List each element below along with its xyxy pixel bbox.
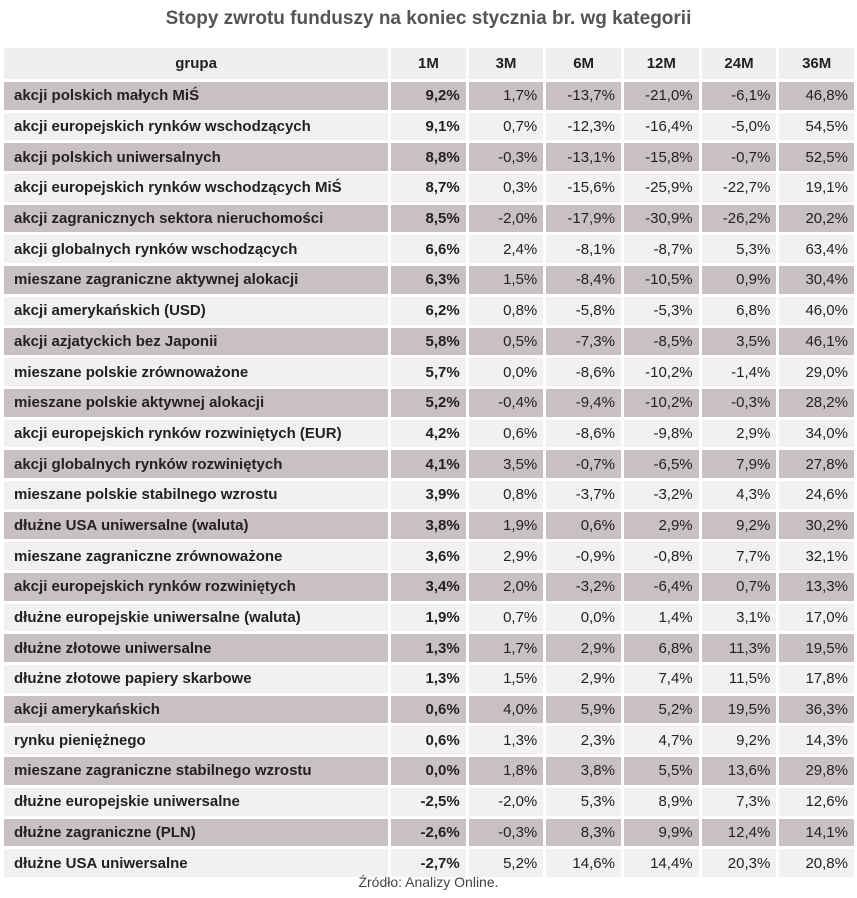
table-row (4, 82, 854, 110)
return-cell-24m: 4,3% (702, 481, 777, 509)
return-cell-1m: 4,2% (391, 420, 466, 448)
return-cell-1m: 0,6% (391, 696, 466, 724)
return-cell-3m: 2,0% (469, 573, 544, 601)
table-row (4, 389, 854, 417)
return-cell-24m: 7,7% (702, 542, 777, 570)
return-cell-36m: 17,0% (779, 604, 854, 632)
return-cell-6m: 5,3% (546, 788, 621, 816)
return-cell-1m: 8,5% (391, 205, 466, 233)
return-cell-1m: 3,9% (391, 481, 466, 509)
return-cell-36m: 52,5% (779, 143, 854, 171)
return-cell-24m: -5,0% (702, 113, 777, 141)
return-cell-1m: 5,7% (391, 358, 466, 386)
return-cell-36m: 19,5% (779, 634, 854, 662)
return-cell-12m: -16,4% (624, 113, 699, 141)
return-cell-12m: -6,5% (624, 450, 699, 478)
table-row (4, 481, 854, 509)
return-cell-24m: -1,4% (702, 358, 777, 386)
return-cell-3m: 2,4% (469, 235, 544, 263)
return-cell-3m: 0,5% (469, 328, 544, 356)
table-body (4, 82, 854, 877)
return-cell-6m: -0,9% (546, 542, 621, 570)
return-cell-3m: 3,5% (469, 450, 544, 478)
table-row (4, 113, 854, 141)
return-cell-12m: -10,2% (624, 358, 699, 386)
category-name-cell: dłużne USA uniwersalne (waluta) (4, 512, 388, 540)
return-cell-3m: 1,7% (469, 634, 544, 662)
return-cell-3m: 0,7% (469, 113, 544, 141)
return-cell-6m: 0,0% (546, 604, 621, 632)
category-name-cell: mieszane polskie aktywnej alokacji (4, 389, 388, 417)
return-cell-12m: 5,2% (624, 696, 699, 724)
return-cell-36m: 36,3% (779, 696, 854, 724)
return-cell-1m: 9,2% (391, 82, 466, 110)
return-cell-6m: -8,6% (546, 358, 621, 386)
return-cell-24m: 12,4% (702, 819, 777, 847)
return-cell-24m: 11,5% (702, 665, 777, 693)
table-row (4, 143, 854, 171)
return-cell-1m: 3,8% (391, 512, 466, 540)
return-cell-6m: 3,8% (546, 757, 621, 785)
return-cell-24m: 19,5% (702, 696, 777, 724)
return-cell-6m: -0,7% (546, 450, 621, 478)
return-cell-36m: 30,4% (779, 266, 854, 294)
return-cell-24m: 3,5% (702, 328, 777, 356)
return-cell-36m: 20,2% (779, 205, 854, 233)
category-name-cell: akcji amerykańskich (USD) (4, 297, 388, 325)
return-cell-1m: 0,6% (391, 726, 466, 754)
return-cell-12m: 7,4% (624, 665, 699, 693)
category-name-cell: akcji europejskich rynków rozwiniętych (EUR) (4, 420, 388, 448)
table-row (4, 205, 854, 233)
return-cell-6m: -8,6% (546, 420, 621, 448)
return-cell-12m: -0,8% (624, 542, 699, 570)
return-cell-24m: 20,3% (702, 849, 777, 877)
category-name-cell: akcji polskich uniwersalnych (4, 143, 388, 171)
return-cell-12m: 2,9% (624, 512, 699, 540)
table-row (4, 420, 854, 448)
return-cell-24m: -26,2% (702, 205, 777, 233)
return-cell-24m: 6,8% (702, 297, 777, 325)
return-cell-3m: 1,3% (469, 726, 544, 754)
table-row (4, 757, 854, 785)
table-row (4, 819, 854, 847)
return-cell-3m: -0,3% (469, 819, 544, 847)
return-cell-3m: 0,8% (469, 297, 544, 325)
return-cell-3m: 1,5% (469, 665, 544, 693)
return-cell-24m: 9,2% (702, 726, 777, 754)
return-cell-1m: -2,5% (391, 788, 466, 816)
return-cell-24m: 9,2% (702, 512, 777, 540)
table-row (4, 328, 854, 356)
return-cell-6m: 8,3% (546, 819, 621, 847)
return-cell-36m: 46,0% (779, 297, 854, 325)
return-cell-1m: 8,7% (391, 174, 466, 202)
return-cell-3m: -2,0% (469, 788, 544, 816)
category-name-cell: akcji globalnych rynków rozwiniętych (4, 450, 388, 478)
return-cell-1m: 9,1% (391, 113, 466, 141)
table-row (4, 849, 854, 877)
table-title: Stopy zwrotu funduszy na koniec stycznia br. wg kategorii (165, 8, 692, 29)
return-cell-12m: -9,8% (624, 420, 699, 448)
category-name-cell: akcji globalnych rynków wschodzących (4, 235, 388, 263)
header-row (4, 48, 854, 79)
category-name-cell: rynku pieniężnego (4, 726, 388, 754)
return-cell-3m: 1,9% (469, 512, 544, 540)
return-cell-6m: -17,9% (546, 205, 621, 233)
return-cell-36m: 13,3% (779, 573, 854, 601)
return-cell-12m: -5,3% (624, 297, 699, 325)
return-cell-3m: 0,0% (469, 358, 544, 386)
return-cell-12m: -8,5% (624, 328, 699, 356)
return-cell-12m: -10,2% (624, 389, 699, 417)
return-cell-1m: 5,2% (391, 389, 466, 417)
return-cell-1m: 1,3% (391, 634, 466, 662)
category-name-cell: akcji zagranicznych sektora nieruchomości (4, 205, 388, 233)
return-cell-1m: 4,1% (391, 450, 466, 478)
table-row (4, 634, 854, 662)
category-name-cell: dłużne europejskie uniwersalne (waluta) (4, 604, 388, 632)
return-cell-36m: 63,4% (779, 235, 854, 263)
return-cell-12m: -25,9% (624, 174, 699, 202)
column-header-1m: 1M (391, 48, 466, 79)
return-cell-12m: -21,0% (624, 82, 699, 110)
table-row (4, 726, 854, 754)
return-cell-12m: 4,7% (624, 726, 699, 754)
table-row (4, 542, 854, 570)
return-cell-36m: 29,0% (779, 358, 854, 386)
return-cell-36m: 28,2% (779, 389, 854, 417)
return-cell-6m: -7,3% (546, 328, 621, 356)
return-cell-1m: -2,7% (391, 849, 466, 877)
return-cell-1m: 1,3% (391, 665, 466, 693)
table-row (4, 358, 854, 386)
return-cell-6m: -5,8% (546, 297, 621, 325)
category-name-cell: mieszane polskie zrównoważone (4, 358, 388, 386)
column-header-24m: 24M (702, 48, 777, 79)
return-cell-1m: 6,6% (391, 235, 466, 263)
return-cell-24m: 7,9% (702, 450, 777, 478)
return-cell-36m: 24,6% (779, 481, 854, 509)
category-name-cell: akcji amerykańskich (4, 696, 388, 724)
return-cell-3m: 1,7% (469, 82, 544, 110)
column-header-12m: 12M (624, 48, 699, 79)
return-cell-24m: -0,7% (702, 143, 777, 171)
return-cell-3m: 5,2% (469, 849, 544, 877)
table-row (4, 450, 854, 478)
return-cell-3m: 0,7% (469, 604, 544, 632)
category-name-cell: mieszane polskie stabilnego wzrostu (4, 481, 388, 509)
return-cell-6m: 2,3% (546, 726, 621, 754)
return-cell-24m: 13,6% (702, 757, 777, 785)
return-cell-12m: 5,5% (624, 757, 699, 785)
returns-table (1, 45, 857, 880)
table-row (4, 266, 854, 294)
return-cell-6m: 2,9% (546, 665, 621, 693)
return-cell-1m: 6,2% (391, 297, 466, 325)
return-cell-36m: 19,1% (779, 174, 854, 202)
return-cell-12m: 14,4% (624, 849, 699, 877)
category-name-cell: dłużne USA uniwersalne (4, 849, 388, 877)
return-cell-24m: -6,1% (702, 82, 777, 110)
return-cell-24m: 2,9% (702, 420, 777, 448)
return-cell-6m: -8,1% (546, 235, 621, 263)
return-cell-36m: 14,1% (779, 819, 854, 847)
return-cell-1m: 3,6% (391, 542, 466, 570)
return-cell-12m: 8,9% (624, 788, 699, 816)
return-cell-6m: 5,9% (546, 696, 621, 724)
return-cell-6m: 14,6% (546, 849, 621, 877)
table-row (4, 665, 854, 693)
return-cell-6m: -3,7% (546, 481, 621, 509)
return-cell-36m: 54,5% (779, 113, 854, 141)
return-cell-12m: -3,2% (624, 481, 699, 509)
return-cell-36m: 20,8% (779, 849, 854, 877)
return-cell-24m: 3,1% (702, 604, 777, 632)
return-cell-6m: -8,4% (546, 266, 621, 294)
return-cell-24m: 7,3% (702, 788, 777, 816)
return-cell-36m: 34,0% (779, 420, 854, 448)
table-row (4, 573, 854, 601)
return-cell-6m: -15,6% (546, 174, 621, 202)
return-cell-36m: 46,8% (779, 82, 854, 110)
return-cell-1m: 3,4% (391, 573, 466, 601)
category-name-cell: akcji europejskich rynków wschodzących (4, 113, 388, 141)
table-row (4, 696, 854, 724)
table-row (4, 512, 854, 540)
return-cell-1m: 6,3% (391, 266, 466, 294)
category-name-cell: mieszane zagraniczne stabilnego wzrostu (4, 757, 388, 785)
return-cell-36m: 14,3% (779, 726, 854, 754)
category-name-cell: mieszane zagraniczne zrównoważone (4, 542, 388, 570)
category-name-cell: akcji polskich małych MiŚ (4, 82, 388, 110)
column-header-36m: 36M (779, 48, 854, 79)
return-cell-6m: 0,6% (546, 512, 621, 540)
return-cell-12m: -10,5% (624, 266, 699, 294)
return-cell-36m: 12,6% (779, 788, 854, 816)
return-cell-12m: 1,4% (624, 604, 699, 632)
return-cell-24m: 11,3% (702, 634, 777, 662)
source-note: Źródło: Analizy Online. (358, 874, 499, 890)
return-cell-3m: -0,3% (469, 143, 544, 171)
table-row (4, 297, 854, 325)
return-cell-24m: -22,7% (702, 174, 777, 202)
return-cell-12m: -15,8% (624, 143, 699, 171)
return-cell-24m: 0,9% (702, 266, 777, 294)
table-row (4, 788, 854, 816)
return-cell-36m: 46,1% (779, 328, 854, 356)
category-name-cell: dłużne złotowe uniwersalne (4, 634, 388, 662)
return-cell-3m: -2,0% (469, 205, 544, 233)
return-cell-6m: -13,1% (546, 143, 621, 171)
return-cell-24m: -0,3% (702, 389, 777, 417)
return-cell-36m: 32,1% (779, 542, 854, 570)
return-cell-1m: 5,8% (391, 328, 466, 356)
return-cell-36m: 17,8% (779, 665, 854, 693)
return-cell-3m: 4,0% (469, 696, 544, 724)
table-row (4, 604, 854, 632)
category-name-cell: mieszane zagraniczne aktywnej alokacji (4, 266, 388, 294)
return-cell-24m: 0,7% (702, 573, 777, 601)
return-cell-12m: 6,8% (624, 634, 699, 662)
return-cell-12m: -8,7% (624, 235, 699, 263)
return-cell-3m: 0,6% (469, 420, 544, 448)
category-name-cell: dłużne zagraniczne (PLN) (4, 819, 388, 847)
return-cell-36m: 30,2% (779, 512, 854, 540)
column-header-group: grupa (4, 48, 388, 79)
return-cell-3m: -0,4% (469, 389, 544, 417)
return-cell-3m: 1,5% (469, 266, 544, 294)
return-cell-6m: -3,2% (546, 573, 621, 601)
return-cell-12m: -30,9% (624, 205, 699, 233)
return-cell-1m: -2,6% (391, 819, 466, 847)
return-cell-6m: -12,3% (546, 113, 621, 141)
return-cell-3m: 1,8% (469, 757, 544, 785)
table-row (4, 174, 854, 202)
category-name-cell: akcji europejskich rynków wschodzących MiŚ (4, 174, 388, 202)
category-name-cell: dłużne europejskie uniwersalne (4, 788, 388, 816)
return-cell-1m: 1,9% (391, 604, 466, 632)
table-row (4, 235, 854, 263)
return-cell-1m: 0,0% (391, 757, 466, 785)
return-cell-36m: 29,8% (779, 757, 854, 785)
category-name-cell: akcji europejskich rynków rozwiniętych (4, 573, 388, 601)
column-header-6m: 6M (546, 48, 621, 79)
return-cell-6m: -13,7% (546, 82, 621, 110)
return-cell-3m: 2,9% (469, 542, 544, 570)
return-cell-3m: 0,8% (469, 481, 544, 509)
return-cell-36m: 27,8% (779, 450, 854, 478)
category-name-cell: dłużne złotowe papiery skarbowe (4, 665, 388, 693)
return-cell-1m: 8,8% (391, 143, 466, 171)
return-cell-3m: 0,3% (469, 174, 544, 202)
return-cell-12m: 9,9% (624, 819, 699, 847)
category-name-cell: akcji azjatyckich bez Japonii (4, 328, 388, 356)
return-cell-12m: -6,4% (624, 573, 699, 601)
column-header-3m: 3M (469, 48, 544, 79)
return-cell-24m: 5,3% (702, 235, 777, 263)
return-cell-6m: 2,9% (546, 634, 621, 662)
return-cell-6m: -9,4% (546, 389, 621, 417)
